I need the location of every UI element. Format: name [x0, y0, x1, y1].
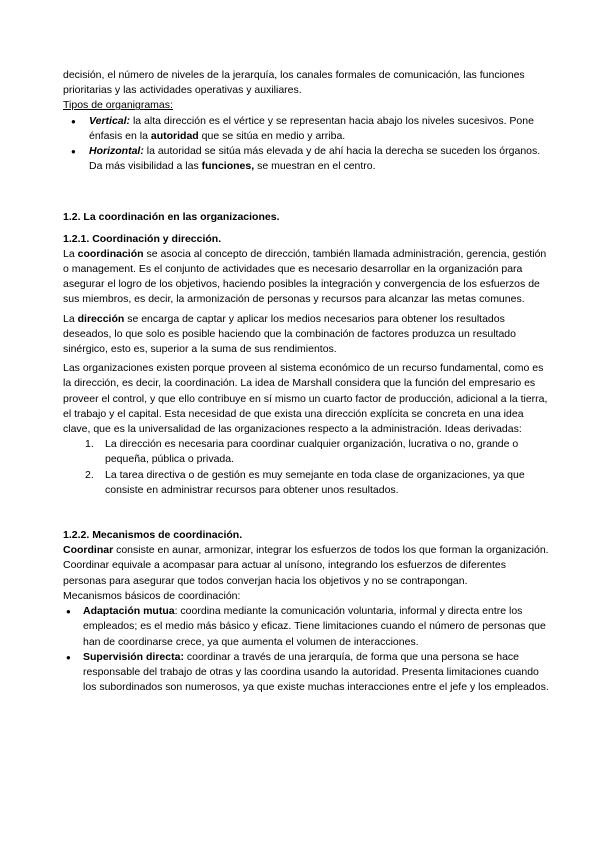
document-page [63, 68, 549, 695]
mechanism-term: Adaptación mutua [83, 605, 175, 618]
coordinate-definition-paragraph: Coordinar consiste en aunar, armonizar, integrar los esfuerzos de todos los que forman la organización. [63, 544, 549, 557]
list-item: 2. La tarea directiva o de gestión es muy semejante en toda clase de organizaciones, ya que consiste en administrar recursos para obtener unos resultados. [85, 468, 525, 496]
direction-paragraph: La dirección se encarga de captar y aplicar los medios necesarios para obtener los resultados deseados, lo que solo es posible haciendo que la combinación de factores produzca un resultado sinérgico, esto es, superior a la suma de sus rendimientos. [63, 312, 516, 356]
type-term: Horizontal: [89, 145, 144, 158]
subsection-title-mechanisms: 1.2.2. Mecanismos de coordinación. [63, 529, 243, 542]
subsection-title-coordination-direction: 1.2.1. Coordinación y dirección. [63, 232, 222, 245]
mechanisms-list [63, 604, 549, 695]
list-item: 1. La dirección es necesaria para coordinar cualquier organización, lucrativa o no, grande o pequeña, pública o privada. [85, 438, 519, 466]
derived-ideas-list [63, 437, 549, 498]
list-item: ● Horizontal: la autoridad se sitúa más elevada y de ahí hacia la derecha se suceden los órganos. Da más visibilidad a las funciones, se muestran en el centro. [69, 144, 549, 174]
type-term: Vertical: [89, 114, 131, 127]
list-item: ● Adaptación mutua: coordina mediante la comunicación voluntaria, informal y directa entre los empleados; es el medio más básico y eficaz. Tiene limitaciones cuando el número de personas que han de coordinarse crece, ya que aumenta el volumen de interacciones. [63, 604, 549, 650]
section-title: 1.2. La coordinación en las organizaciones. [63, 211, 280, 224]
coordination-paragraph: La coordinación se asocia al concepto de dirección, también llamada administración, gerencia, gestión o management. Es el conjunto de actividades que es necesario desarrollar en la organización para asegurar el logro de los objetivos, haciendo posibles la integración y convergencia de los esfuerzos de sus miembros, es decir, la armonización de personas y recursos para alcanzar las metas comunes. [63, 247, 547, 306]
coordinate-equivalence-paragraph: Coordinar equivale a acompasar para actuar al unísono, integrando los esfuerzos de diferentes personas para asegurar que todos converjan hacia los objetivos y no se contrapongan. [63, 559, 507, 587]
list-item: ● Vertical: la alta dirección es el vértice y se representan hacia abajo los niveles sucesivos. Pone énfasis en la autoridad que se sitúa en medio y arriba. [69, 114, 549, 144]
intro-paragraph: decisión, el número de niveles de la jerarquía, los canales formales de comunicación, las funciones prioritarias y las actividades operativas y auxiliares. [63, 69, 525, 97]
org-chart-types-heading: Tipos de organigramas: [63, 99, 173, 112]
mechanisms-intro: Mecanismos básicos de coordinación: [63, 589, 241, 602]
list-item: ● Supervisión directa: coordinar a través de una jerarquía, de forma que una persona se hace responsable del trabajo de otras y las coordina usando la autoridad. Presenta limitaciones cuando los subordinados son numerosos, ya que existe muchas interacciones entre el jefe y los empleados. [63, 650, 549, 696]
organizations-paragraph: Las organizaciones existen porque proveen al sistema económico de un recurso fundamental, como es la dirección, es decir, la coordinación. La idea de Marshall considera que la función del empresario es proveer el control, y que ello contribuye en sí mismo un cuarto factor de producción, adicional a la tierra, el trabajo y el capital. Esta necesidad de que exista una dirección explícita se concreta en una idea clave, que es la universalidad de las organizaciones respecto a la administración. Ideas derivadas: [63, 362, 548, 436]
org-chart-types-list [63, 114, 549, 175]
mechanism-term: Supervisión directa: [83, 650, 184, 663]
